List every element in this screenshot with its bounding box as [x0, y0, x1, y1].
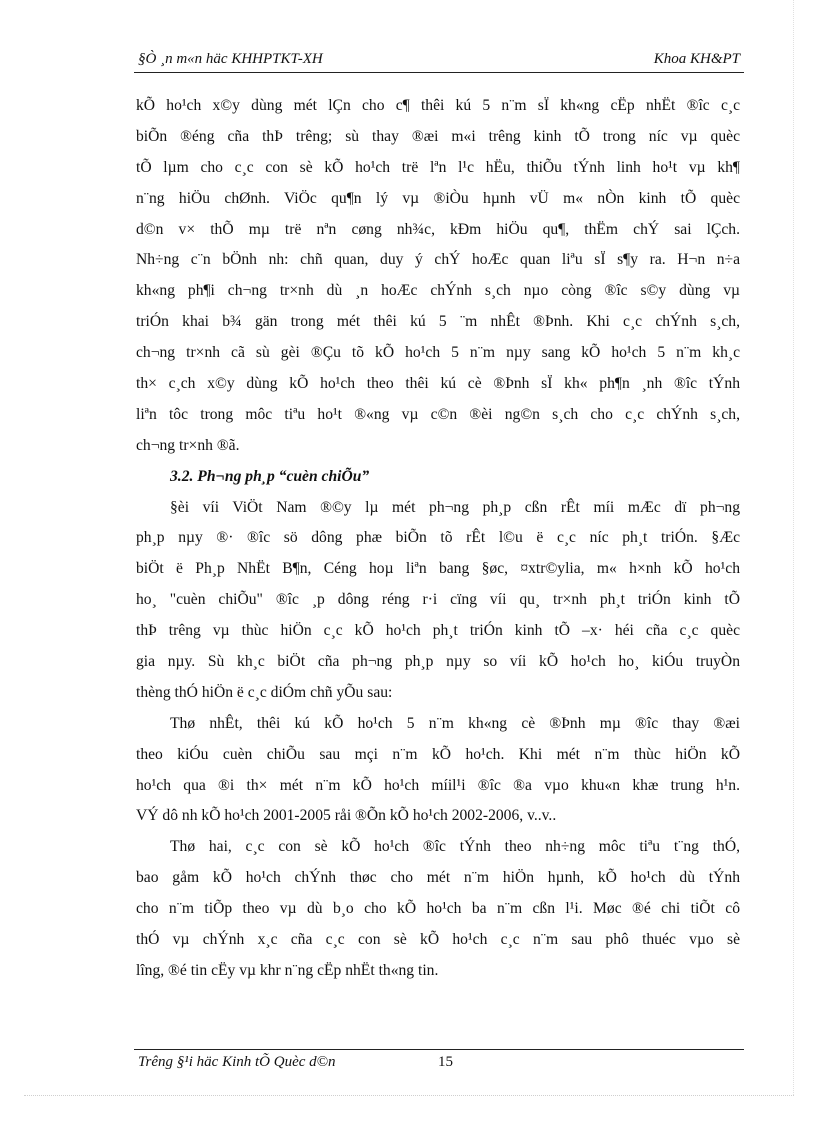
paragraph-intro — [136, 493, 740, 709]
text-line: liªn tôc trong môc tiªu ho¹t ®«ng vµ c©n ®èi ng©n s¸ch cho c¸c chÝnh s¸ch, — [136, 405, 740, 423]
text-line: thÓ vµ chÝnh x¸c cña c¸c con sè kÕ ho¹ch c¸c n¨m sau phô thuéc vµo sè — [136, 931, 740, 949]
paragraph-first-point — [136, 709, 740, 833]
text-line: §èi víi ViÖt Nam ®©y lµ mét ph¬ng ph¸p cßn rÊt míi mÆc dï ph¬ng — [170, 498, 740, 516]
text-line: biÖt ë Ph¸p NhËt B¶n, Céng hoµ liªn bang §øc, ¤xtr©ylia, m« h×nh kÕ ho¹ch — [136, 560, 740, 578]
text-line: thÞ trêng vµ thùc hiÖn c¸c kÕ ho¹ch ph¸t triÓn kinh tÕ –x· héi cña c¸c quèc — [136, 622, 740, 640]
document-body — [136, 91, 740, 987]
page-header — [138, 49, 742, 71]
header-course-title: §Ò ¸n m«n häc KHHPTKT-XH — [138, 51, 323, 67]
text-line: biÕn ®éng cña thÞ trêng; sù thay ®æi m«i trêng kinh tÕ trong níc vµ quèc — [136, 127, 740, 145]
page-bottom-edge — [24, 1095, 794, 1096]
text-line: triÓn khai b¾ gän trong mét thêi kú 5 ¨m nhÊt ®Þnh. Khi c¸c chÝnh s¸ch, — [136, 313, 740, 331]
text-line: cho n¨m tiÕp theo vµ dù b¸o cho kÕ ho¹ch ba n¨m cßn l¹i. Møc ®é chi tiÕt cô — [136, 900, 740, 918]
text-line: n¨ng hiÖu chØnh. ViÖc qu¶n lý vµ ®iÒu hµnh vÜ m« nÒn kinh tÕ quèc — [136, 189, 740, 207]
text-line: ch¬ng tr×nh cã sù gèi ®Çu tõ kÕ ho¹ch 5 n¨m nµy sang kÕ ho¹ch 5 n¨m kh¸c — [136, 344, 740, 362]
text-line: bao gåm kÕ ho¹ch chÝnh thøc cho mét n¨m hiÖn hµnh, kÕ ho¹ch dù tÝnh — [136, 869, 740, 887]
text-line: ch¬ng tr×nh ®ã. — [136, 436, 240, 454]
page-number: 15 — [438, 1054, 453, 1070]
paragraph-second-point — [136, 832, 740, 986]
text-line: th× c¸ch x©y dùng kÕ ho¹ch theo thêi kú cè ®Þnh sÏ kh« ph¶n ¸nh ®îc tÝnh — [136, 375, 740, 393]
footer-divider — [134, 1049, 744, 1050]
header-department: Khoa KH&PT — [653, 51, 740, 67]
text-line: kÕ ho¹ch x©y dùng mét lÇn cho c¶ thêi kú 5 n¨m sÏ kh«ng cËp nhËt ®îc c¸c — [136, 97, 740, 114]
footer-university: Trêng §¹i häc Kinh tÕ Quèc d©n — [138, 1054, 336, 1070]
header-divider — [134, 72, 744, 73]
paragraph-continuation — [136, 91, 740, 462]
text-line: thèng thÓ hiÖn ë c¸c diÓm chñ yÕu sau: — [136, 683, 393, 701]
section-heading: 3.2. Ph¬ng ph¸p “cuèn chiÕu” — [170, 467, 370, 485]
page-right-edge — [793, 0, 794, 1095]
text-line: ph¸p nµy ®· ®îc sö dông phæ biÕn tõ rÊt l©u ë c¸c níc ph¸t triÓn. §Æc — [136, 529, 740, 547]
text-line: gia nµy. Sù kh¸c biÖt cña ph¬ng ph¸p nµy so víi kÕ ho¹ch ho¸ kiÓu truyÒn — [136, 653, 740, 671]
text-line: ho¹ch qua ®i th× mét n¨m kÕ ho¹ch míil¹i ®îc ®a vµo khu«n khæ trung h¹n. — [136, 776, 740, 794]
text-line: d©n v× thÕ mµ trë nªn cøng nh¾c, kÐm hiÖu qu¶, thËm chÝ sai lÇch. — [136, 220, 740, 238]
text-line: VÝ dô nh kÕ ho¹ch 2001-2005 råi ®Õn kÕ ho¹ch 2002-2006, v..v.. — [136, 807, 557, 825]
text-line: Thø hai, c¸c con sè kÕ ho¹ch ®îc tÝnh theo nh÷ng môc tiªu t¨ng thÓ, — [170, 838, 740, 856]
text-line: tÕ lµm cho c¸c con sè kÕ ho¹ch trë lªn l¹c hËu, thiÕu tÝnh linh ho¹t vµ kh¶ — [136, 158, 740, 176]
text-line: ho¸ "cuèn chiÕu" ®îc ¸p dông réng r·i cïng víi qu¸ tr×nh ph¸t triÓn kinh tÕ — [136, 591, 740, 609]
text-line: Nh÷ng c¨n bÖnh nh: chñ quan, duy ý chÝ hoÆc quan liªu sÏ s¶y ra. H¬n n÷a — [136, 251, 740, 269]
page-footer — [138, 1054, 453, 1071]
text-line: theo kiÓu cuèn chiÕu sau mçi n¨m kÕ ho¹ch. Khi mét n¨m thùc hiÖn kÕ — [136, 745, 740, 763]
text-line: kh«ng ph¶i ch¬ng tr×nh dù ¸n hoÆc chÝnh s¸ch nµo còng ®îc s©y dùng vµ — [136, 282, 740, 300]
text-line: lîng, ®é tin cËy vµ khr n¨ng cËp nhËt th«ng tin. — [136, 961, 439, 979]
text-line: Thø nhÊt, thêi kú kÕ ho¹ch 5 n¨m kh«ng cè ®Þnh mµ ®îc thay ®æi — [170, 714, 740, 732]
